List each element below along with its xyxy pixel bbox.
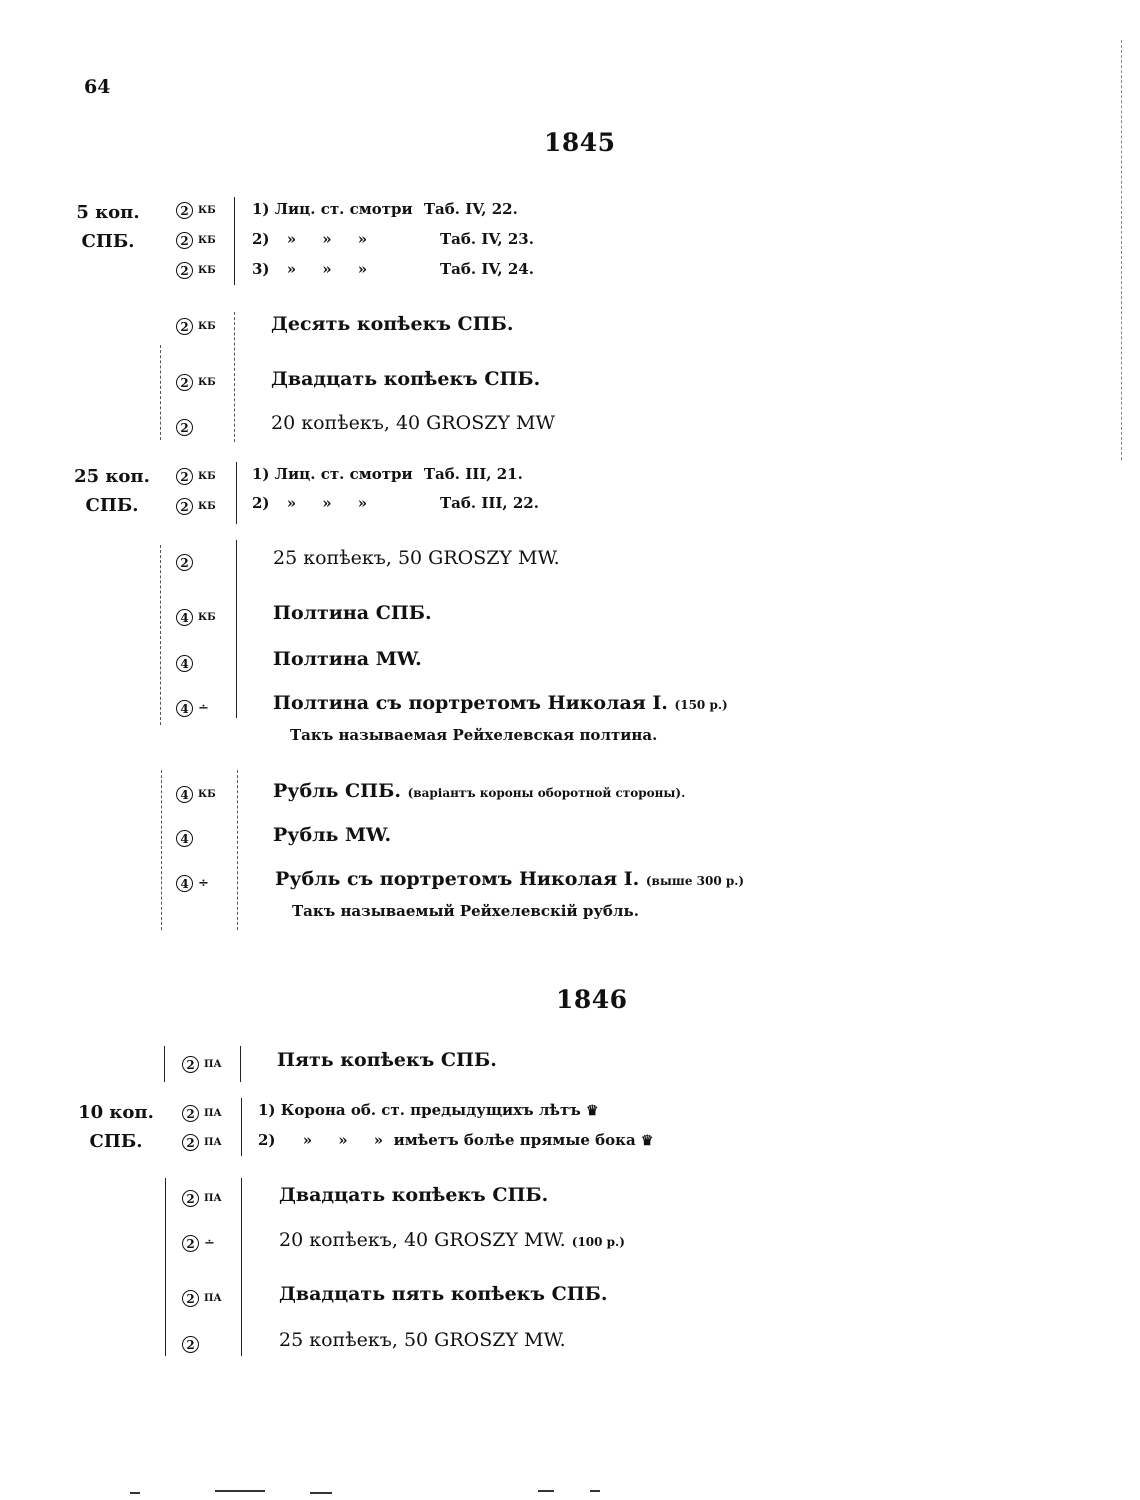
- metal-mark-badge: [176, 318, 216, 335]
- column-rule: [160, 345, 161, 440]
- metal-mark-badge: [176, 232, 216, 249]
- circled-mark: 2: [176, 468, 193, 485]
- circled-mark: 2: [182, 1134, 199, 1151]
- mint-mark: ПА: [204, 1193, 222, 1204]
- entry-description: Рубль съ портретомъ Николая I.: [275, 868, 640, 890]
- entry-text: 25 копѣекъ, 50 GROSZY MW.: [279, 1329, 566, 1351]
- rarity-mark: ∸: [204, 1236, 215, 1251]
- price-note: (100 р.): [571, 1235, 625, 1249]
- scan-artifact: [130, 1492, 140, 1494]
- metal-mark-badge: [176, 700, 209, 717]
- denomination-line: 10 коп.: [78, 1102, 154, 1123]
- entry-subtext: Такъ называемая Рейхелевская полтина.: [290, 726, 658, 744]
- scan-artifact: [310, 1492, 332, 1494]
- entry-number: 1): [252, 200, 270, 218]
- table-reference: Таб. IV, 23.: [440, 230, 534, 248]
- circled-mark: 4: [176, 830, 193, 847]
- year-heading-1846: 1846: [556, 985, 628, 1014]
- entry-text: Двадцать копѣекъ СПБ.: [271, 368, 541, 390]
- scan-edge-line: [1121, 40, 1122, 460]
- circled-mark: 4: [176, 700, 193, 717]
- entry-number: 1): [258, 1101, 276, 1119]
- mint-mark: ПА: [204, 1108, 222, 1119]
- entry-text: Пять копѣекъ СПБ.: [277, 1049, 497, 1071]
- entry-text: [252, 230, 534, 248]
- entry-description: 20 копѣекъ, 40 GROSZY MW.: [279, 1229, 566, 1251]
- ditto-marks: » » »: [286, 260, 368, 278]
- metal-mark-badge: [176, 554, 198, 571]
- entry-text: Двадцать копѣекъ СПБ.: [279, 1184, 549, 1206]
- scan-artifact: [215, 1490, 265, 1492]
- metal-mark-badge: [182, 1336, 204, 1353]
- metal-mark-badge: [176, 875, 209, 892]
- column-rule: [236, 540, 237, 718]
- column-rule: [237, 770, 238, 930]
- table-reference: Таб. IV, 24.: [440, 260, 534, 278]
- denomination-line: СПБ.: [81, 231, 135, 252]
- entry-number: 1): [252, 465, 270, 483]
- mint-mark: КБ: [198, 501, 216, 512]
- metal-mark-badge: [176, 498, 216, 515]
- denomination-25-kop: [62, 462, 162, 520]
- circled-mark: 2: [176, 262, 193, 279]
- circled-mark: 2: [176, 419, 193, 436]
- circled-mark: 2: [176, 498, 193, 515]
- column-rule: [164, 1046, 165, 1082]
- metal-mark-badge: [176, 374, 216, 391]
- entry-description: » » » имѣетъ болѣе прямые бока: [302, 1131, 636, 1149]
- column-rule: [236, 462, 237, 524]
- metal-mark-badge: [176, 202, 216, 219]
- scan-artifact: [538, 1490, 554, 1492]
- variant-note: (варіантъ короны оборотной стороны).: [407, 786, 686, 800]
- scan-artifact: [590, 1490, 600, 1492]
- entry-text: Полтина СПБ.: [273, 602, 432, 624]
- column-rule: [165, 1178, 166, 1356]
- denomination-line: 25 коп.: [74, 466, 150, 487]
- table-reference: Таб. III, 21.: [423, 465, 523, 483]
- table-reference: Таб. IV, 22.: [423, 200, 518, 218]
- entry-description: Полтина съ портретомъ Николая I.: [273, 692, 668, 714]
- mint-mark: КБ: [198, 377, 216, 388]
- circled-mark: 2: [176, 202, 193, 219]
- entry-text: [258, 1131, 653, 1149]
- entry-text: Двадцать пять копѣекъ СПБ.: [279, 1283, 608, 1305]
- mint-mark: ПА: [204, 1059, 222, 1070]
- column-rule: [241, 1178, 242, 1356]
- circled-mark: 4: [176, 609, 193, 626]
- price-note: (выше 300 р.): [645, 874, 745, 888]
- metal-mark-badge: [176, 655, 198, 672]
- denomination-line: СПБ.: [89, 1131, 143, 1152]
- entry-number: 3): [252, 260, 270, 278]
- circled-mark: 2: [182, 1290, 199, 1307]
- entry-description: Рубль СПБ.: [273, 780, 401, 802]
- table-reference: Таб. III, 22.: [440, 494, 539, 512]
- entry-text: [279, 1229, 625, 1251]
- entry-subtext: Такъ называемый Рейхелевскій рубль.: [292, 902, 639, 920]
- mint-mark: КБ: [198, 612, 216, 623]
- metal-mark-badge: [176, 468, 216, 485]
- crown-icon: ♛: [586, 1103, 599, 1119]
- circled-mark: 4: [176, 655, 193, 672]
- entry-text: Полтина MW.: [273, 648, 422, 670]
- mint-mark: КБ: [198, 789, 216, 800]
- metal-mark-badge: [182, 1134, 222, 1151]
- mint-mark: КБ: [198, 471, 216, 482]
- ditto-marks: » » »: [286, 230, 368, 248]
- metal-mark-badge: [176, 786, 216, 803]
- column-rule: [161, 770, 162, 930]
- entry-description: Лиц. ст. смотри: [274, 200, 413, 218]
- entry-number: 2): [252, 494, 270, 512]
- mint-mark: КБ: [198, 265, 216, 276]
- ditto-marks: » » »: [286, 494, 368, 512]
- page-number: 64: [84, 76, 111, 98]
- metal-mark-badge: [176, 609, 216, 626]
- entry-text: [273, 692, 728, 714]
- metal-mark-badge: [182, 1290, 222, 1307]
- entry-number: 2): [258, 1131, 276, 1149]
- circled-mark: 4: [176, 786, 193, 803]
- entry-text: Рубль MW.: [273, 824, 392, 846]
- metal-mark-badge: [176, 830, 198, 847]
- entry-text: [252, 200, 518, 218]
- metal-mark-badge: [176, 262, 216, 279]
- denomination-5-kop: [58, 198, 158, 256]
- denomination-line: 5 коп.: [76, 202, 140, 223]
- circled-mark: 2: [182, 1056, 199, 1073]
- entry-text: [275, 868, 744, 890]
- mint-mark: ПА: [204, 1137, 222, 1148]
- column-rule: [234, 312, 235, 442]
- mint-mark: КБ: [198, 205, 216, 216]
- circled-mark: 2: [182, 1190, 199, 1207]
- entry-text: Десять копѣекъ СПБ.: [271, 313, 514, 335]
- entry-text: [252, 465, 523, 483]
- circled-mark: 2: [182, 1235, 199, 1252]
- metal-mark-badge: [182, 1056, 222, 1073]
- metal-mark-badge: [182, 1235, 215, 1252]
- year-heading-1845: 1845: [544, 128, 616, 157]
- rarity-mark: ÷: [198, 876, 209, 891]
- price-note: (150 р.): [674, 698, 728, 712]
- entry-description: Лиц. ст. смотри: [274, 465, 413, 483]
- entry-text: [252, 494, 539, 512]
- circled-mark: 2: [176, 232, 193, 249]
- entry-text: 20 копѣекъ, 40 GROSZY MW: [271, 412, 555, 434]
- circled-mark: 2: [176, 374, 193, 391]
- denomination-10-kop: [66, 1098, 166, 1156]
- circled-mark: 2: [176, 318, 193, 335]
- entry-text: [252, 260, 534, 278]
- entry-description: Корона об. ст. предыдущихъ лѣтъ: [280, 1101, 581, 1119]
- mint-mark: КБ: [198, 321, 216, 332]
- mint-mark: ПА: [204, 1293, 222, 1304]
- entry-text: [258, 1101, 599, 1119]
- denomination-line: СПБ.: [85, 495, 139, 516]
- column-rule: [240, 1046, 241, 1082]
- entry-text: [273, 780, 685, 802]
- metal-mark-badge: [176, 419, 198, 436]
- column-rule: [234, 197, 235, 285]
- circled-mark: 2: [182, 1105, 199, 1122]
- crown-icon: ♛: [640, 1133, 654, 1149]
- circled-mark: 4: [176, 875, 193, 892]
- column-rule: [160, 545, 161, 725]
- circled-mark: 2: [182, 1336, 199, 1353]
- metal-mark-badge: [182, 1105, 222, 1122]
- entry-number: 2): [252, 230, 270, 248]
- rarity-mark: ∸: [198, 701, 209, 716]
- circled-mark: 2: [176, 554, 193, 571]
- column-rule: [241, 1098, 242, 1156]
- entry-text: 25 копѣекъ, 50 GROSZY MW.: [273, 547, 560, 569]
- mint-mark: КБ: [198, 235, 216, 246]
- metal-mark-badge: [182, 1190, 222, 1207]
